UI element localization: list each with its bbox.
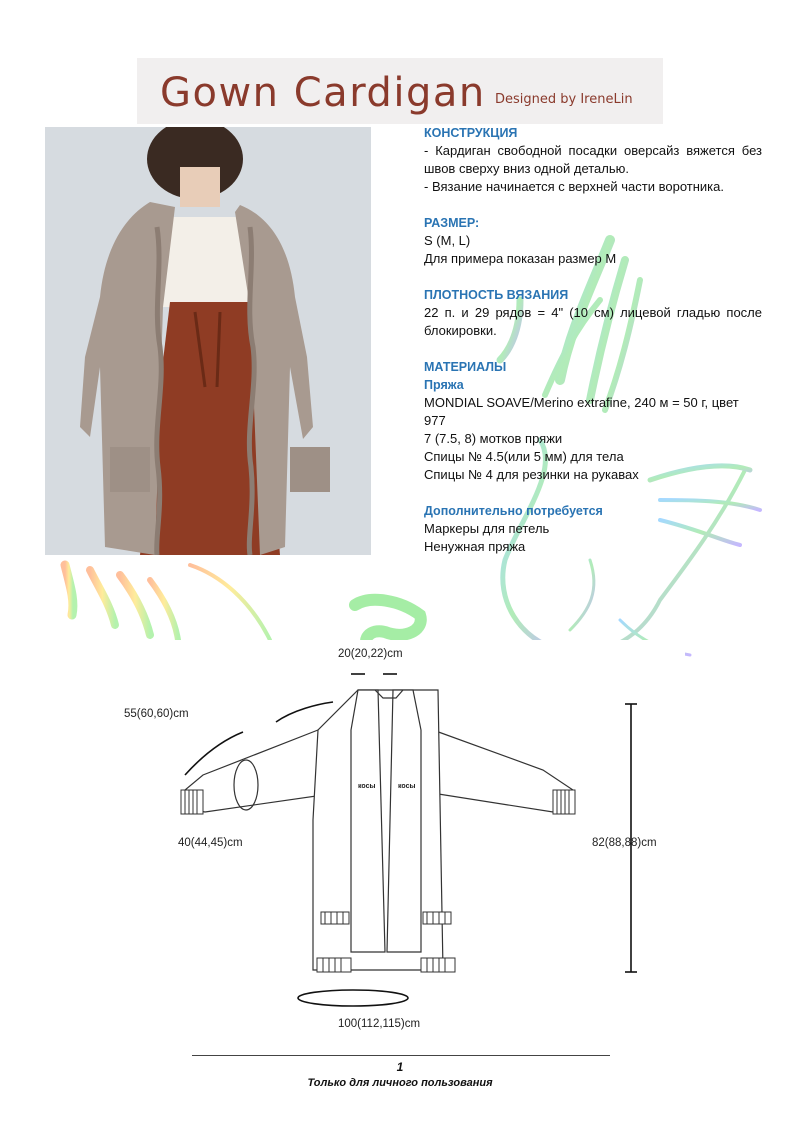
yarn-text: MONDIAL SOAVE/Merino extrafine, 240 м = 50 г, цвет 977 [424,395,739,428]
size-note: Для примера показан размер M [424,251,617,266]
sleeve-length-label: 55(60,60)cm [124,708,189,720]
designer-credit: Designed by IreneLin [495,92,633,107]
gauge-text: 22 п. и 29 рядов = 4" (10 см) лицевой гладью после блокировки. [424,305,762,338]
neck-width-label: 20(20,22)cm [338,648,403,660]
needles-cuff-text: Спицы № 4 для резинки на рукавах [424,467,639,482]
size-heading: РАЗМЕР: [424,216,480,230]
needles-body-text: Спицы № 4.5(или 5 мм) для тела [424,449,624,464]
extra-heading: Дополнительно потребуется [424,504,603,518]
footer-rule [192,1055,610,1056]
cardigan-schematic [113,640,685,1032]
cable-label-left: косы [358,783,376,790]
extra-item-2: Ненужная пряжа [424,539,526,554]
skeins-text: 7 (7.5, 8) мотков пряжи [424,431,563,446]
yarn-heading: Пряжа [424,378,464,392]
pattern-info [424,124,762,556]
length-label: 82(88,88)cm [592,837,657,849]
construction-heading: КОНСТРУКЦИЯ [424,126,518,140]
extra-item-1: Маркеры для петель [424,521,550,536]
construction-line-2: - Вязание начинается с верхней части воротника. [424,179,724,194]
footer-note: Только для личного пользования [307,1077,493,1089]
cardigan-photo [45,127,371,555]
hem-circ-label: 100(112,115)cm [338,1018,421,1030]
gauge-heading: ПЛОТНОСТЬ ВЯЗАНИЯ [424,288,569,302]
construction-line-1: - Кардиган свободной посадки оверсайз вяжется без швов сверху вниз одной деталью. [424,143,762,176]
page-number: 1 [396,1060,404,1074]
page-title: Gown Cardigan [160,70,486,116]
sleeve-circ-label: 40(44,45)cm [178,837,243,849]
materials-heading: МАТЕРИАЛЫ [424,360,507,374]
cable-label-right: косы [398,783,416,790]
size-value: S (M, L) [424,233,471,248]
